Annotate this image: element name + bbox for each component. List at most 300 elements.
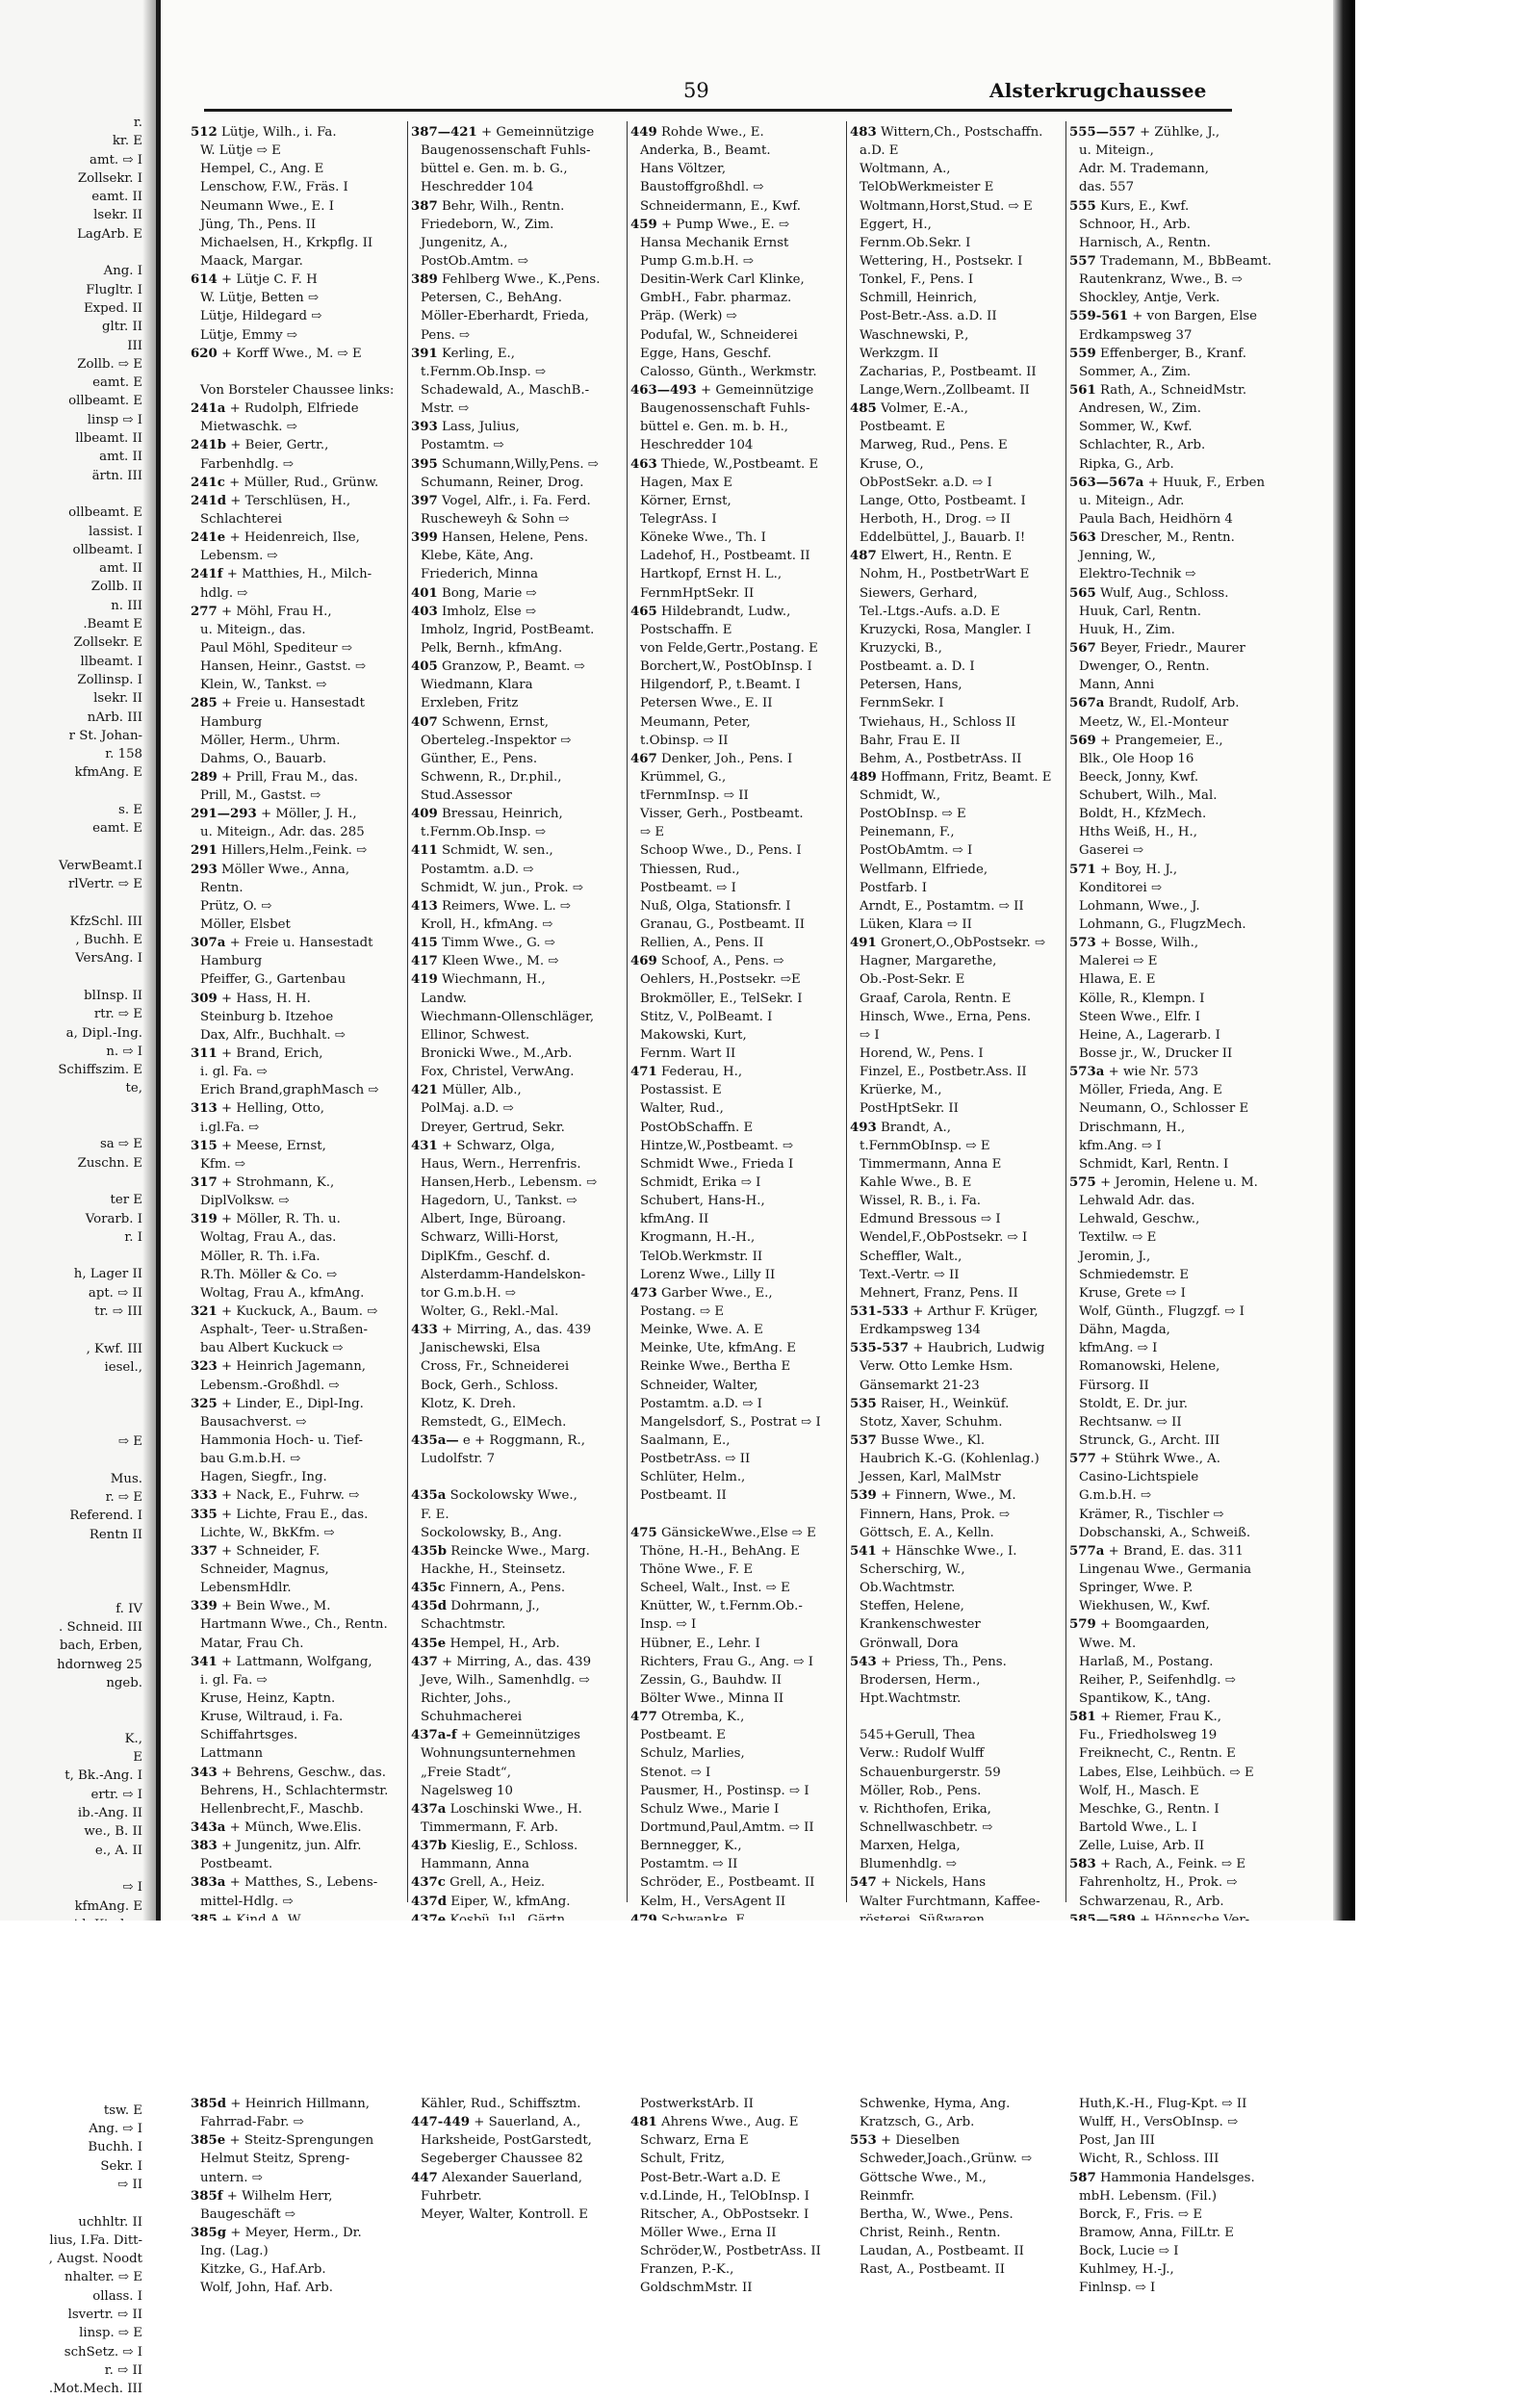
directory-entry-line: ⇨ I [860, 1027, 880, 1043]
directory-entry-line: Postamtm. ⇨ [421, 438, 504, 453]
directory-entry-line: Rellien, A., Pens. II [640, 936, 764, 951]
house-number: 289 [191, 769, 218, 785]
directory-entry-line: Hagedorn, U., Tankst. ⇨ [421, 1194, 578, 1209]
house-number: 409 [411, 807, 438, 822]
directory-entry-line: Podufal, W., Schneiderei [640, 327, 798, 343]
directory-entry-line: Schneider, Walter, [640, 1378, 758, 1393]
directory-entry-line: Wulff, H., VersObInsp. ⇨ [1079, 2115, 1239, 2130]
house-number: 343a [191, 1819, 226, 1835]
directory-entry-line: das. 557 [1079, 180, 1135, 195]
house-number: 447 [411, 2170, 438, 2185]
directory-entry-line: GoldschmMstr. II [640, 2281, 753, 2296]
directory-entry-line: Rentn. [200, 880, 244, 895]
house-number: 315 [191, 1138, 218, 1153]
directory-entry-line: Stitz, V., PolBeamt. I [640, 1009, 773, 1024]
directory-entry-line: Bahr, Frau E. II [860, 733, 961, 748]
directory-entry-line: 241a + Rudolph, Elfriede [191, 401, 359, 417]
directory-entry-line: 447-449 + Sauerland, A., [411, 2115, 581, 2130]
prev-page-line: eamt. E [92, 375, 142, 391]
prev-page-line [0, 1414, 142, 1432]
directory-entry-line: Farbenhdlg. ⇨ [200, 456, 294, 472]
directory-entry-line: 469 Schoof, A., Pens. ⇨ [630, 954, 784, 969]
directory-entry-line: Mstr. ⇨ [421, 401, 470, 417]
directory-entry-line: Körner, Ernst, [640, 493, 732, 508]
directory-entry-line: Friederich, Minna [421, 567, 539, 582]
directory-entry-line: Stud.Assessor [421, 788, 512, 804]
directory-entry-line: ⇨ E [640, 825, 665, 840]
directory-entry-line: Scheffler, Walt., [860, 1249, 962, 1264]
directory-entry-line: 565 Wulf, Aug., Schloss. [1069, 585, 1229, 601]
directory-entry-line: Wiekhusen, W., Kwf. [1079, 1599, 1211, 1614]
directory-entry-line: Pens. ⇨ [421, 327, 471, 343]
directory-entry-line: Post, Jan III [1079, 2133, 1155, 2149]
directory-entry-line: 463 Thiede, W.,Postbeamt. E [630, 456, 819, 472]
directory-entry-line: Wolf, Günth., Flugzgf. ⇨ I [1079, 1304, 1245, 1319]
prev-page-line: Buchh. I [88, 2140, 142, 2155]
directory-entry-line: 291—293 + Möller, J. H., [191, 807, 357, 822]
prev-page-line: VersAng. I [75, 951, 142, 967]
directory-entry-line: kfm.Ang. ⇨ I [1079, 1138, 1162, 1153]
directory-entry-line: Zelle, Luise, Arb. II [1079, 1839, 1205, 1854]
directory-entry-line: v.d.Linde, H., TelObInsp. I [640, 2188, 809, 2204]
directory-entry-line: Schmidt, Erika ⇨ I [640, 1175, 761, 1191]
directory-entry-line: kfmAng. ⇨ I [1079, 1341, 1158, 1356]
directory-entry-line: Göttsche Wwe., M., [860, 2170, 987, 2185]
directory-entry-line: Sommer, W., Kwf. [1079, 420, 1193, 435]
directory-entry-line: Hagner, Margarethe, [860, 954, 997, 969]
directory-entry-line: Lange,Wern.,Zollbeamt. II [860, 382, 1030, 398]
prev-page-line: III [127, 338, 142, 353]
directory-entry-line: Postassist. E [640, 1083, 722, 1098]
directory-entry-line: Jungenitz, A., [421, 235, 508, 250]
house-number: 563 [1069, 530, 1096, 546]
directory-entry-line: Reinmfr. [860, 2188, 915, 2204]
directory-entry-line: 337 + Schneider, F. [191, 1543, 321, 1559]
directory-entry-line [411, 1468, 625, 1486]
directory-entry-line: Lebensm. ⇨ [200, 549, 278, 564]
prev-page-line: Schiffszim. E [58, 1063, 142, 1078]
prev-page-line: ib.-Ang. II [77, 1806, 142, 1821]
prev-page-line: llbeamt. I [80, 654, 142, 669]
directory-entry-line: PostbetrAss. ⇨ II [640, 1452, 751, 1467]
directory-entry-line: Hansa Mechanik Ernst [640, 235, 789, 250]
prev-page-line: n. III [111, 598, 142, 613]
prev-page-line: .Beamt E [83, 617, 142, 632]
directory-entry-line: tor G.m.b.H. ⇨ [421, 1285, 517, 1301]
house-number: 537 [850, 1432, 877, 1448]
directory-entry-line: Möller-Eberhardt, Frieda, [421, 309, 589, 324]
directory-entry-line: 535-537 + Haubrich, Ludwig [850, 1341, 1045, 1356]
directory-entry-line: Schiffahrtsges. [200, 1728, 298, 1743]
prev-page-line [0, 1377, 142, 1395]
directory-entry-line: 277 + Möhl, Frau H., [191, 604, 332, 619]
prev-page-line: , Kwf. III [86, 1341, 142, 1356]
directory-entry-line: Finnern, Hans, Prok. ⇨ [860, 1507, 1011, 1522]
directory-entry-line: Hübner, E., Lehr. I [640, 1636, 760, 1651]
directory-entry-line: Rast, A., Postbeamt. II [860, 2262, 1005, 2278]
directory-entry-line: Pelk, Bernh., kfmAng. [421, 640, 563, 656]
directory-entry-line: Maack, Margar. [200, 253, 303, 269]
house-number: 277 [191, 604, 218, 619]
directory-entry-line: kfmAng. II [640, 1212, 709, 1227]
house-number: 411 [411, 843, 438, 859]
directory-entry-line: 553 + Dieselben [850, 2133, 961, 2149]
directory-entry-line: Postang. ⇨ E [640, 1304, 725, 1319]
directory-column-5 [1069, 123, 1275, 2296]
directory-entry-line: 559-561 + von Bargen, Else [1069, 309, 1258, 324]
prev-page-line: gltr. II [102, 320, 142, 335]
directory-entry-line: Finzel, E., Postbetr.Ass. II [860, 1065, 1027, 1080]
directory-entry-line: Schulz, Marlies, [640, 1746, 745, 1762]
house-number: 577 [1069, 1452, 1096, 1467]
house-number: 291 [191, 843, 218, 859]
directory-entry-line: Stotz, Xaver, Schuhm. [860, 1414, 1003, 1430]
house-number: 387 [411, 198, 438, 214]
prev-page-line [0, 783, 142, 801]
directory-entry-line: 325 + Linder, E., Dipl-Ing. [191, 1396, 364, 1411]
directory-entry-line: Lange, Otto, Postbeamt. I [860, 493, 1026, 508]
directory-entry-line: Behm, A., PostbetrAss. II [860, 751, 1022, 766]
directory-entry-line: Hilgendorf, P., t.Beamt. I [640, 678, 801, 693]
prev-page-line [0, 1173, 142, 1191]
directory-entry-line: ObPostSekr. a.D. ⇨ I [860, 475, 992, 490]
directory-entry-line: Fahrenholtz, H., Prok. ⇨ [1079, 1875, 1238, 1891]
prev-page-line [0, 1581, 142, 1599]
house-number: 463—493 [630, 382, 697, 398]
header-rule [204, 109, 1232, 112]
directory-entry-line: Schröder,W., PostbetrAss. II [640, 2244, 821, 2259]
directory-entry-line: 403 Imholz, Else ⇨ [411, 604, 537, 619]
prev-page-line: Flugltr. I [86, 282, 142, 297]
house-number: 557 [1069, 253, 1096, 269]
directory-entry-line: 315 + Meese, Ernst, [191, 1138, 326, 1153]
directory-entry-line: Marweg, Rud., Pens. E [860, 438, 1008, 453]
directory-entry-line: Köneke Wwe., Th. I [640, 530, 766, 546]
prev-page-line: r. 158 [105, 747, 142, 762]
directory-entry-line: Hths Weiß, H., H., [1079, 825, 1197, 840]
prev-page-line: nhalter. ⇨ E [64, 2270, 142, 2285]
house-number: 435a [411, 1488, 447, 1504]
directory-entry-line: Blk., Ole Hoop 16 [1079, 751, 1194, 766]
directory-entry-line: Meschke, G., Rentn. I [1079, 1801, 1219, 1817]
directory-entry-line: Labes, Else, Leihbüch. ⇨ E [1079, 1765, 1254, 1780]
prev-page-line: amt. II [99, 450, 142, 465]
directory-entry-line: Steffen, Helene, [860, 1599, 964, 1614]
house-number: 579 [1069, 1617, 1096, 1633]
directory-entry-line: Segeberger Chaussee 82 [421, 2152, 583, 2167]
directory-entry-line: Krogmann, H.-H., [640, 1230, 756, 1246]
directory-entry-line: Bausachverst. ⇨ [200, 1414, 307, 1430]
house-number: 391 [411, 346, 438, 361]
page-edge-shadow [1333, 0, 1355, 1921]
prev-page-line: .Mot.Mech. III [48, 2382, 142, 2397]
prev-page-line: , Augst. Noodt [48, 2252, 142, 2267]
directory-entry-line: Ob.-Post-Sekr. E [860, 972, 965, 988]
directory-entry-line: Möller, Elsbet [200, 917, 291, 933]
directory-entry-line: u. Miteign., [1079, 143, 1154, 159]
directory-entry-line: Postbeamt. [200, 1857, 273, 1872]
directory-entry-line: Remstedt, G., ElMech. [421, 1414, 567, 1430]
prev-page-line [0, 2194, 142, 2212]
directory-entry-line: Wissel, R. B., i. Fa. [860, 1194, 982, 1209]
directory-entry-line: 467 Denker, Joh., Pens. I [630, 751, 793, 766]
prev-page-line: r. [133, 116, 142, 130]
directory-entry-line: 241c + Müller, Rud., Grünw. [191, 475, 379, 490]
directory-entry-line: 483 Wittern,Ch., Postschaffn. [850, 125, 1043, 140]
directory-entry-line: Post-Betr.-Ass. a.D. II [860, 309, 997, 324]
directory-entry-line: 293 Möller Wwe., Anna, [191, 862, 350, 877]
directory-entry-line: Casino-Lichtspiele [1079, 1470, 1199, 1485]
directory-entry-line: Schröder, E., Postbeamt. II [640, 1875, 815, 1891]
prev-page-line [0, 1098, 142, 1117]
directory-entry-line: 309 + Hass, H. H. [191, 991, 311, 1006]
directory-entry-line: Kitzke, G., Haf.Arb. [200, 2262, 326, 2278]
directory-entry-line: 311 + Brand, Erich, [191, 1046, 323, 1062]
directory-entry-line: 449 Rohde Wwe., E. [630, 125, 764, 140]
directory-entry-line: Möller, Rob., Pens. [860, 1783, 982, 1798]
directory-entry-line: 471 Federau, H., [630, 1065, 743, 1080]
prev-page-line: tsw. E [103, 2102, 142, 2118]
prev-page-line [0, 1692, 142, 1711]
previous-page-fragment [0, 0, 161, 2397]
house-number: 553 [850, 2133, 877, 2149]
house-number: 405 [411, 659, 438, 675]
directory-entry-line: Michaelsen, H., Krkpflg. II [200, 235, 373, 250]
directory-entry-line: 563 Drescher, M., Rentn. [1069, 530, 1235, 546]
directory-entry-line: 587 Hammonia Handelsges. [1069, 2170, 1255, 2185]
directory-entry-line: Rautenkranz, Wwe., B. ⇨ [1079, 272, 1243, 288]
directory-entry-line: Brodersen, Herm., [860, 1672, 981, 1688]
directory-entry-line: Christ, Reinh., Rentn. [860, 2226, 1001, 2241]
directory-entry-line: 333 + Nack, E., Fuhrw. ⇨ [191, 1488, 360, 1504]
directory-entry-line: Ladehof, H., Postbeamt. II [640, 549, 810, 564]
house-number: 285 [191, 696, 218, 711]
prev-page-line: linsp ⇨ I [87, 412, 142, 427]
directory-entry-line: PostOb.Amtm. ⇨ [421, 253, 528, 269]
directory-entry-line: Schwarz, Willi-Horst, [421, 1230, 559, 1246]
prev-page-line: r. I [124, 1229, 142, 1245]
directory-entry-line: TelOb.Werkmstr. II [640, 1249, 763, 1264]
directory-entry-line: 385f + Wilhelm Herr, [191, 2188, 333, 2204]
directory-entry-line: 437c Grell, A., Heiz. [411, 1875, 546, 1891]
directory-entry-line: Baugenossenschaft Fuhls- [640, 401, 810, 417]
directory-entry-line: Schmidt, Karl, Rentn. I [1079, 1156, 1229, 1172]
directory-entry-line: Hpt.Wachtmstr. [860, 1690, 962, 1706]
house-number: 417 [411, 954, 438, 969]
directory-entry-line: 583 + Rach, A., Feink. ⇨ E [1069, 1857, 1246, 1872]
prev-page-line: ngeb. [106, 1675, 142, 1690]
directory-entry-line: Fahrrad-Fabr. ⇨ [200, 2115, 304, 2130]
directory-entry-line: Siewers, Gerhard, [860, 585, 978, 601]
directory-entry-line: Lorenz Wwe., Lilly II [640, 1267, 776, 1282]
prev-page-line: ter E [110, 1193, 142, 1208]
directory-entry-line: Meetz, W., El.-Monteur [1079, 714, 1229, 730]
directory-entry-line: Zessin, G., Bauhdw. II [640, 1672, 782, 1688]
directory-entry-line: F. E. [421, 1507, 449, 1522]
prev-page-line: apt. ⇨ II [88, 1285, 142, 1301]
directory-entry-line: Walter, Rud., [640, 1101, 724, 1117]
directory-entry-line: Bölter Wwe., Minna II [640, 1690, 784, 1706]
house-number: 459 [630, 217, 657, 232]
directory-entry-line: Schubert, Hans-H., [640, 1194, 765, 1209]
prev-page-line: blInsp. II [84, 988, 142, 1003]
directory-entry-line: Landw. [421, 991, 467, 1006]
directory-column-1 [191, 123, 404, 2296]
directory-entry-line: Kelm, H., VersAgent II [640, 1894, 786, 1909]
house-number: 541 [850, 1543, 877, 1559]
prev-page-line: Ang. ⇨ I [89, 2122, 142, 2137]
house-number: 435d [411, 1599, 448, 1614]
directory-entry-line: Krankenschwester [860, 1617, 981, 1633]
directory-entry-line: Andresen, W., Zim. [1079, 401, 1201, 417]
house-number: 293 [191, 862, 218, 877]
directory-entry-line: 557 Trademann, M., BbBeamt. [1069, 253, 1271, 269]
directory-entry-line: 577a + Brand, E. das. 311 [1069, 1543, 1244, 1559]
directory-entry-line: 241d + Terschlüsen, H., [191, 493, 351, 508]
directory-entry-line: Imholz, Ingrid, PostBeamt. [421, 622, 595, 637]
directory-entry-line: Wolter, G., Rekl.-Mal. [421, 1304, 559, 1319]
directory-entry-line: Hartkopf, Ernst H. L., [640, 567, 783, 582]
directory-entry-line: 399 Hansen, Helene, Pens. [411, 530, 589, 546]
directory-entry-line: 620 + Korff Wwe., M. ⇨ E [191, 346, 362, 361]
house-number: 407 [411, 714, 438, 730]
prev-page-line: kfmAng. E [74, 1898, 142, 1914]
directory-entry-line: Dahms, O., Bauarb. [200, 751, 327, 766]
directory-entry-line: 543 + Priess, Th., Pens. [850, 1654, 1007, 1669]
directory-entry-line: 421 Müller, Alb., [411, 1083, 522, 1098]
directory-entry-line: Dax, Alfr., Buchhalt. ⇨ [200, 1027, 346, 1043]
directory-entry-line: Alsterdamm-Handelskon- [421, 1267, 586, 1282]
directory-entry-line: Erich Brand,graphMasch ⇨ [200, 1083, 379, 1098]
directory-entry-line: Schlachterei [200, 511, 283, 527]
directory-entry-line: 431 + Schwarz, Olga, [411, 1138, 555, 1153]
directory-entry-line: 437d Eiper, W., kfmAng. [411, 1894, 571, 1909]
house-number: 569 [1069, 733, 1096, 748]
house-number: 512 [191, 125, 218, 140]
directory-entry-line: Drischmann, H., [1079, 1120, 1186, 1135]
directory-entry-line: Herboth, H., Drog. ⇨ II [860, 511, 1011, 527]
directory-entry-line: 241e + Heidenreich, Ilse, [191, 530, 360, 546]
directory-entry-line: Huth,K.-H., Flug-Kpt. ⇨ II [1079, 2097, 1247, 2112]
directory-entry-line: Hammann, Anna [421, 1857, 529, 1872]
directory-column-4 [850, 123, 1064, 2278]
directory-entry-line: 491 Gronert,O.,ObPostsekr. ⇨ [850, 936, 1046, 951]
house-number: 383 [191, 1839, 218, 1854]
directory-entry-line: t.Fernm.Ob.Insp. ⇨ [421, 825, 547, 840]
directory-entry-line: u. Miteign., Adr. [1079, 493, 1185, 508]
directory-entry-line: v. Richthofen, Erika, [860, 1801, 991, 1817]
house-number: 385f [191, 2188, 223, 2204]
directory-entry-line: Möller, R. Th. i.Fa. [200, 1249, 321, 1264]
directory-entry-line: Heschredder 104 [640, 438, 754, 453]
prev-page-line: lsvertr. ⇨ II [67, 2308, 142, 2323]
prev-page-line: bach, Erben, [59, 1638, 142, 1654]
house-number: 475 [630, 1525, 657, 1540]
directory-entry-line: a.D. E [860, 143, 899, 159]
directory-entry-line: Jüng, Th., Pens. II [200, 217, 317, 232]
directory-entry-line: Erdkampsweg 37 [1079, 327, 1193, 343]
directory-entry-line: 473 Garber Wwe., E., [630, 1285, 773, 1301]
directory-entry-line: 541 + Hänschke Wwe., I. [850, 1543, 1017, 1559]
directory-entry-line: Woltmann,Horst,Stud. ⇨ E [860, 198, 1033, 214]
directory-entry-line: von Felde,Gertr.,Postang. E [640, 640, 818, 656]
directory-entry-line: Haus, Wern., Herrenfris. [421, 1156, 581, 1172]
prev-page-line: llbeamt. II [75, 431, 142, 447]
directory-entry-line: LebensmHdlr. [200, 1581, 292, 1596]
directory-entry-line: Ripka, G., Arb. [1079, 456, 1174, 472]
directory-entry-line: Sockolowsky, B., Ang. [421, 1525, 562, 1540]
directory-entry-line: Lüken, Klara ⇨ II [860, 917, 972, 933]
directory-entry-line: Krüerke, M., [860, 1083, 942, 1098]
directory-entry-line: Kruse, Wiltraud, i. Fa. [200, 1710, 344, 1725]
directory-entry-line: Postfarb. I [860, 880, 928, 895]
directory-entry-line: Schubert, Wilh., Mal. [1079, 788, 1218, 804]
house-number: 614 [191, 272, 218, 288]
binding-shadow [142, 0, 156, 1921]
house-number: 437c [411, 1875, 446, 1891]
house-number: 385e [191, 2133, 226, 2149]
house-number: 489 [850, 769, 877, 785]
prev-page-line: t, Bk.-Ang. I [64, 1768, 142, 1784]
directory-entry-line: 405 Granzow, P., Beamt. ⇨ [411, 659, 585, 675]
directory-entry-line: 569 + Prangemeier, E., [1069, 733, 1223, 748]
directory-entry-line: Schwenke, Hyma, Ang. [860, 2097, 1011, 2112]
prev-page-line: Zollsekr. I [77, 170, 142, 186]
directory-entry-line: Erxleben, Fritz [421, 696, 519, 711]
house-number: 397 [411, 493, 438, 508]
directory-entry-line: 435e Hempel, H., Arb. [411, 1636, 560, 1651]
directory-entry-line: Schulz Wwe., Marie I [640, 1801, 780, 1817]
house-number: 311 [191, 1046, 218, 1062]
directory-entry-line: 383 + Jungenitz, jun. Alfr. [191, 1839, 362, 1854]
directory-entry-line: Jenning, W., [1079, 549, 1156, 564]
directory-entry-line: Fu., Friedholsweg 19 [1079, 1728, 1218, 1743]
directory-entry-line: Schmiedemstr. E [1079, 1267, 1190, 1282]
directory-entry-line: u. Miteign., Adr. das. 285 [200, 825, 365, 840]
prev-page-line: ollbeamt. I [72, 542, 142, 557]
directory-entry-line: Ritscher, A., ObPostsekr. I [640, 2206, 809, 2222]
directory-entry-line: 567a Brandt, Rudolf, Arb. [1069, 696, 1240, 711]
house-number: 535-537 [850, 1341, 910, 1356]
house-number: 383a [191, 1875, 226, 1891]
directory-entry-line: Lütje, Emmy ⇨ [200, 327, 297, 343]
directory-entry-line: Petersen Wwe., E. II [640, 696, 773, 711]
directory-entry-line: PostHptSekr. II [860, 1101, 959, 1117]
directory-entry-line: Tel.-Ltgs.-Aufs. a.D. E [860, 604, 1000, 619]
directory-entry-line: Romanowski, Helene, [1079, 1359, 1220, 1375]
house-number: 567 [1069, 640, 1096, 656]
directory-entry-line: Eggert, H., [860, 217, 932, 232]
directory-entry-line: Timmermann, F. Arb. [421, 1819, 558, 1835]
prev-page-line [0, 244, 142, 262]
prev-page-line: Zollb. ⇨ E [77, 356, 142, 372]
directory-entry-line: 555 Kurs, E., Kwf. [1069, 198, 1190, 214]
directory-entry-line: Von Borsteler Chaussee links: [200, 382, 395, 398]
directory-entry-line: Cross, Fr., Schneiderei [421, 1359, 570, 1375]
directory-entry-line: Verw.: Rudolf Wulff [860, 1746, 985, 1762]
directory-entry-line: 385g + Meyer, Herm., Dr. [191, 2226, 362, 2241]
house-number: 555 [1069, 198, 1096, 214]
directory-entry-line: Lingenau Wwe., Germania [1079, 1561, 1252, 1577]
directory-entry-line: Hansen, Heinr., Gastst. ⇨ [200, 659, 367, 675]
house-number: 341 [191, 1654, 218, 1669]
column-divider [1065, 121, 1066, 1902]
house-number: 469 [630, 954, 657, 969]
directory-entry-line: Hempel, C., Ang. E [200, 162, 324, 177]
directory-entry-line: Ing. (Lag.) [200, 2244, 269, 2259]
directory-entry-line: 285 + Freie u. Hansestadt [191, 696, 365, 711]
house-number: 435e [411, 1636, 447, 1651]
